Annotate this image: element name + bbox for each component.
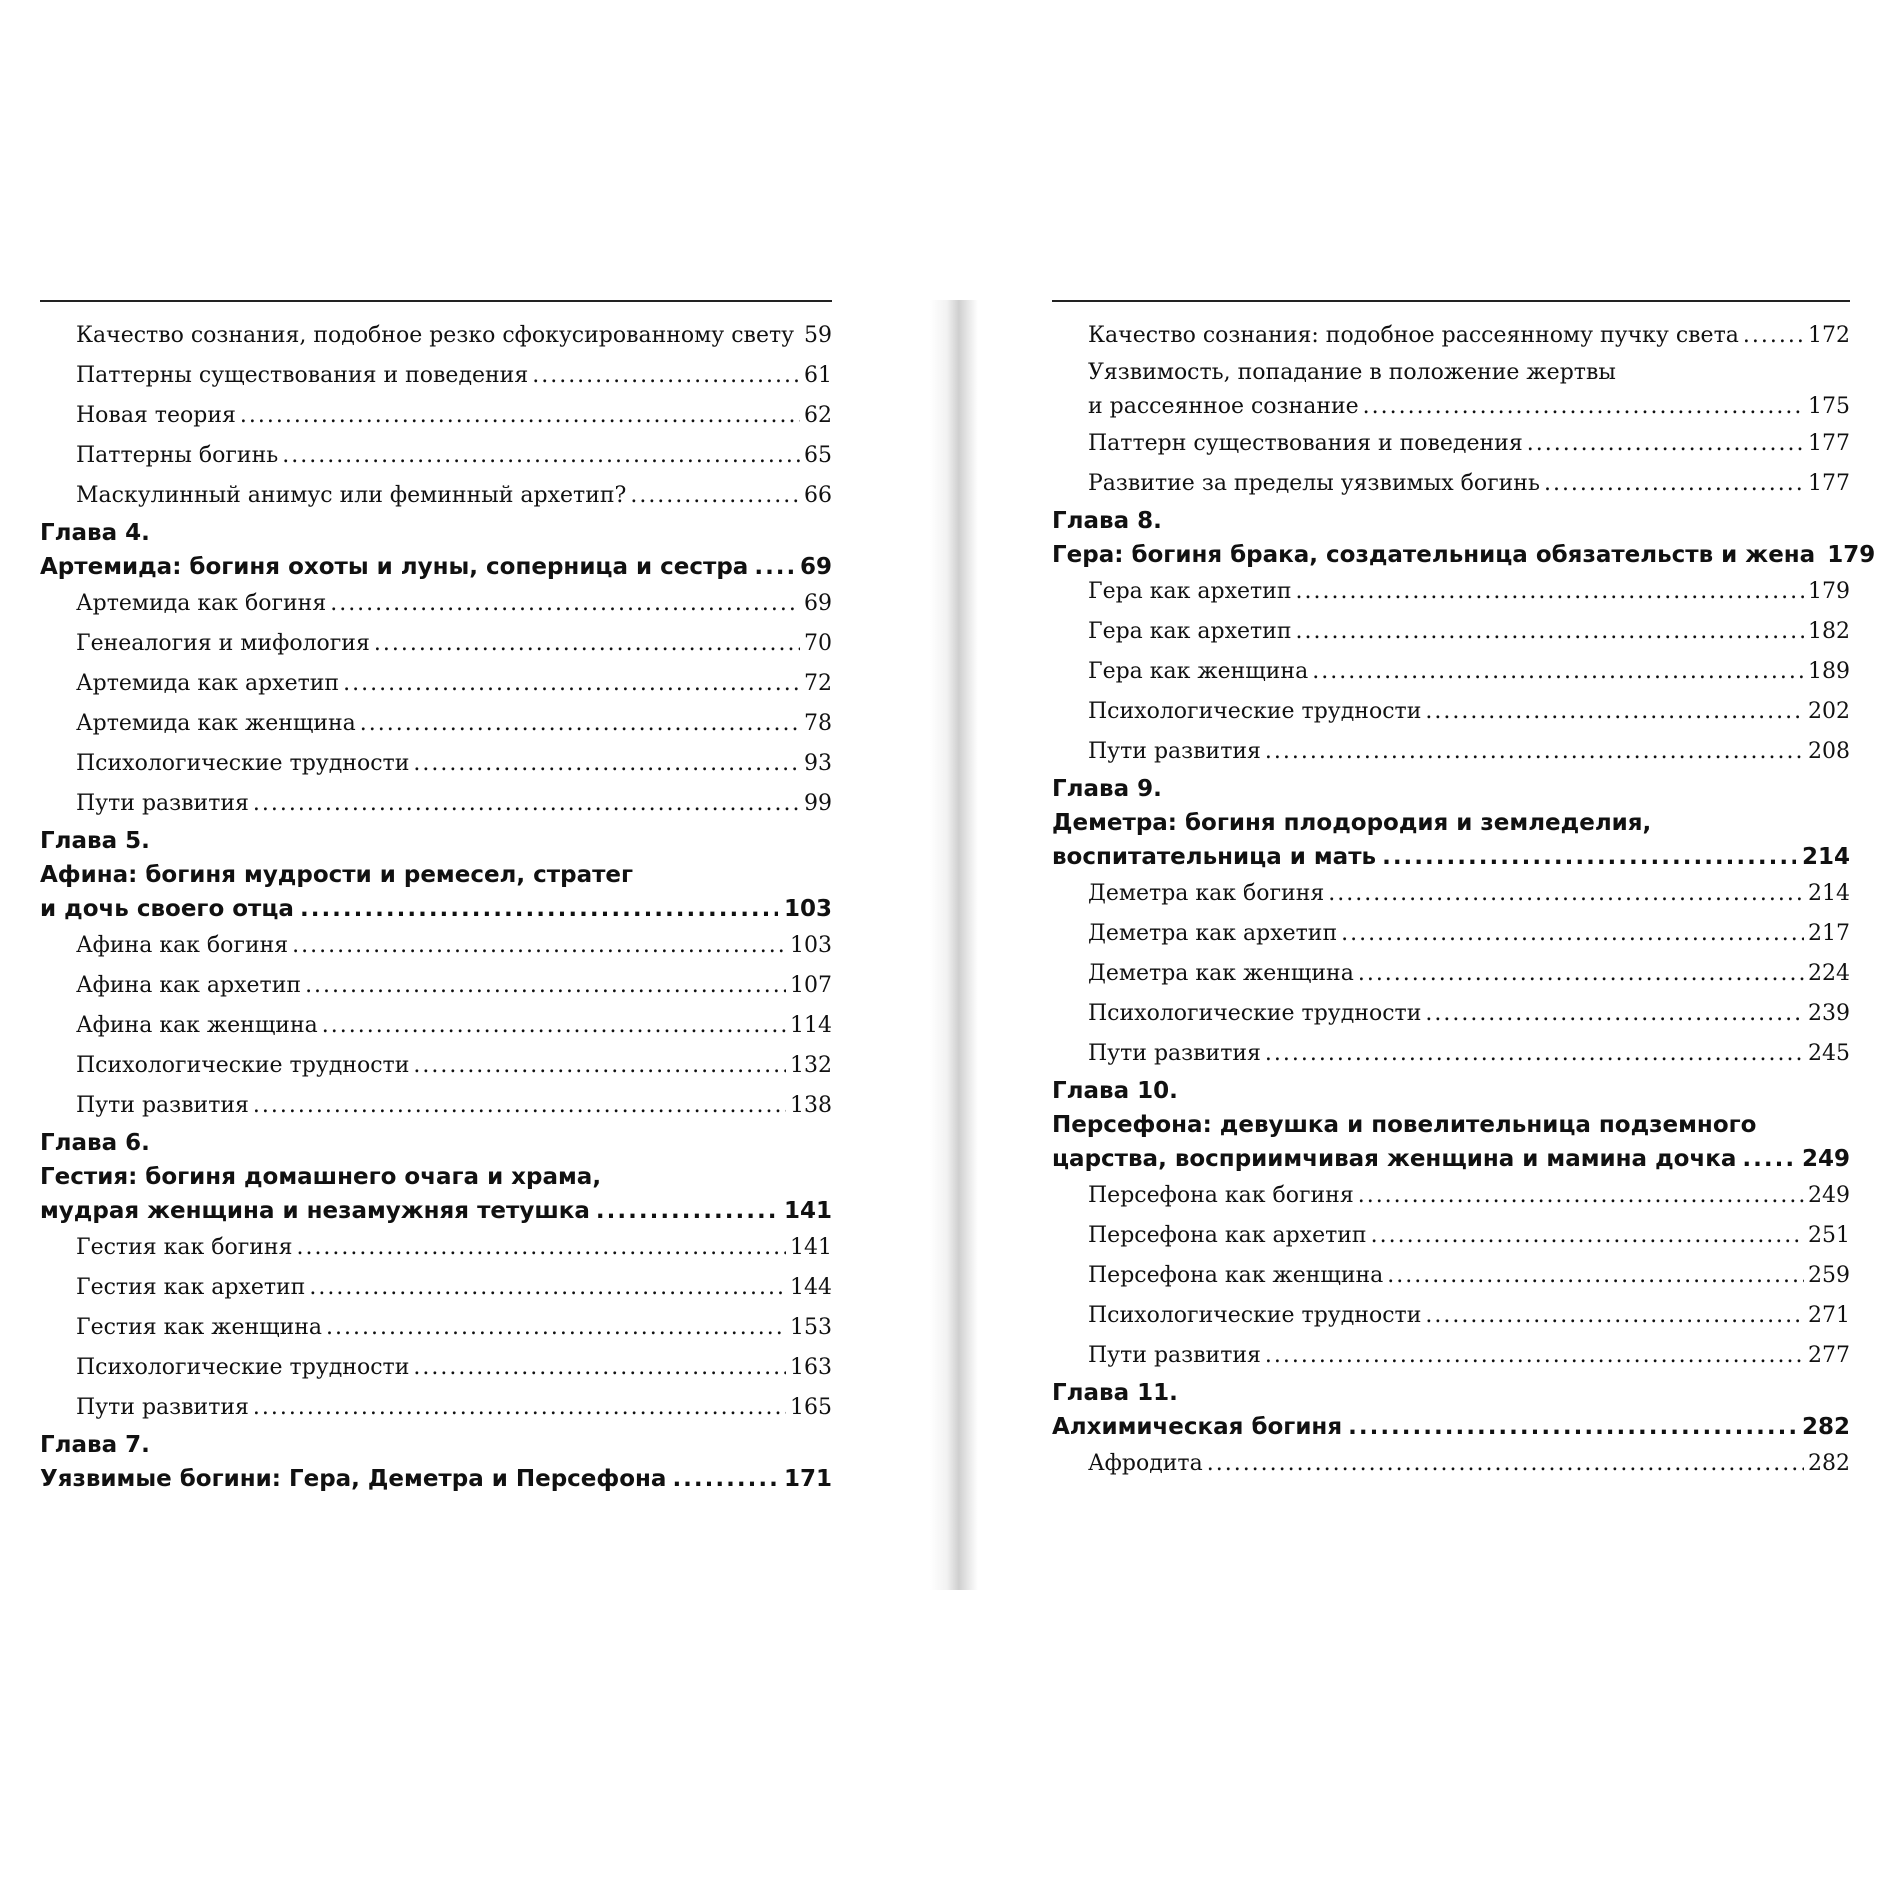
chapter-title[interactable]: Уязвимые богини: Гера, Деметра и Персефона ..... 171: [40, 1462, 832, 1496]
chapter-label: Глава 10.: [1052, 1078, 1178, 1104]
dot-leader: [1358, 1176, 1804, 1216]
toc-entry[interactable]: и рассеянное сознание ..... 175: [1052, 390, 1850, 424]
dot-leader: [413, 1046, 786, 1086]
dot-leader: [1265, 732, 1804, 772]
dot-leader: [374, 624, 800, 664]
toc-section-top: [40, 316, 832, 516]
toc-entry[interactable]: Маскулинный анимус или феминный архетип? ..... 66: [40, 476, 832, 516]
dot-leader: [1544, 464, 1804, 504]
toc-entry[interactable]: Артемида как богиня ..... 69: [40, 584, 832, 624]
toc-entry[interactable]: Новая теория ..... 62: [40, 396, 832, 436]
toc-entry-line[interactable]: Уязвимость, попадание в положение жертвы: [1088, 360, 1616, 385]
header-rule: [40, 300, 832, 302]
toc-entry[interactable]: Качество сознания, подобное резко сфокусированному свету ..... 59: [40, 316, 832, 356]
dot-leader: [798, 316, 800, 356]
dot-leader: [1527, 424, 1804, 464]
chapter-7: [40, 1428, 832, 1496]
chapter-8: [1052, 504, 1876, 772]
toc-section-top: [1052, 316, 1850, 504]
chapter-6: [40, 1126, 832, 1428]
book-gutter: [930, 300, 978, 1590]
dot-leader: [253, 1388, 786, 1428]
chapter-title-line[interactable]: Гестия: богиня домашнего очага и храма,: [40, 1164, 602, 1190]
toc-entry[interactable]: Персефона как архетип ..... 251: [1052, 1216, 1850, 1256]
dot-leader: [1265, 1336, 1804, 1376]
left-page: [40, 300, 832, 1590]
chapter-title[interactable]: царства, восприимчивая женщина и мамина дочка ..... 249: [1052, 1142, 1850, 1176]
chapter-5: [40, 824, 832, 1126]
toc-entry[interactable]: Психологические трудности ..... 202: [1052, 692, 1850, 732]
toc-entry[interactable]: Психологические трудности ..... 271: [1052, 1296, 1850, 1336]
dot-leader: [1312, 652, 1804, 692]
toc-entry[interactable]: Деметра как архетип ..... 217: [1052, 914, 1850, 954]
chapter-label: Глава 4.: [40, 520, 150, 546]
dot-leader: [360, 704, 800, 744]
dot-leader: [1425, 692, 1804, 732]
toc-entry[interactable]: Психологические трудности ..... 132: [40, 1046, 832, 1086]
dot-leader: [1296, 572, 1804, 612]
dot-leader: [1358, 954, 1804, 994]
dot-leader: [1743, 316, 1804, 356]
chapter-label: Глава 7.: [40, 1432, 150, 1458]
chapter-9: [1052, 772, 1850, 1074]
dot-leader: [630, 476, 800, 516]
chapter-title[interactable]: Гера: богиня брака, создательница обязательств и жена 179: [1052, 542, 1876, 568]
dot-leader: [1363, 390, 1804, 424]
toc-entry[interactable]: Качество сознания: подобное рассеянному пучку света ..... 172: [1052, 316, 1850, 356]
chapter-label: Глава 5.: [40, 828, 150, 854]
chapter-label: Глава 6.: [40, 1130, 150, 1156]
dot-leader: [300, 892, 778, 926]
header-rule: [1052, 300, 1850, 302]
toc-entry[interactable]: Афина как богиня ..... 103: [40, 926, 832, 966]
chapter-label: Глава 11.: [1052, 1380, 1178, 1406]
toc-entry[interactable]: Афина как женщина ..... 114: [40, 1006, 832, 1046]
chapter-4: [40, 516, 832, 824]
toc-entry[interactable]: Пути развития ..... 165: [40, 1388, 832, 1428]
dot-leader: [1382, 840, 1796, 874]
chapter-label: Глава 8.: [1052, 508, 1162, 534]
toc-entry[interactable]: Паттерны богинь ..... 65: [40, 436, 832, 476]
dot-leader: [1265, 1034, 1804, 1074]
toc-entry[interactable]: Гестия как архетип ..... 144: [40, 1268, 832, 1308]
right-page: [1052, 300, 1876, 1590]
toc-entry[interactable]: Генеалогия и мифология ..... 70: [40, 624, 832, 664]
dot-leader: [754, 550, 794, 584]
chapter-title[interactable]: Алхимическая богиня ..... 282: [1052, 1410, 1850, 1444]
toc-entry[interactable]: Паттерн существования и поведения ..... 177: [1052, 424, 1850, 464]
toc-entry[interactable]: Паттерны существования и поведения ..... 61: [40, 356, 832, 396]
toc-entry[interactable]: Артемида как женщина ..... 78: [40, 704, 832, 744]
chapter-11: [1052, 1376, 1850, 1484]
chapter-title-line[interactable]: Афина: богиня мудрости и ремесел, стратег: [40, 862, 634, 888]
chapter-title-line[interactable]: Персефона: девушка и повелительница подземного: [1052, 1112, 1757, 1138]
toc-entry[interactable]: Деметра как женщина ..... 224: [1052, 954, 1850, 994]
toc-entry[interactable]: Гера как архетип ..... 179: [1052, 572, 1850, 612]
dot-leader: [305, 966, 786, 1006]
dot-leader: [1425, 1296, 1804, 1336]
chapter-title[interactable]: и дочь своего отца ..... 103: [40, 892, 832, 926]
dot-leader: [1387, 1256, 1804, 1296]
dot-leader: [1348, 1410, 1796, 1444]
toc-entry[interactable]: Деметра как богиня ..... 214: [1052, 874, 1850, 914]
dot-leader: [1742, 1142, 1796, 1176]
chapter-10: [1052, 1074, 1850, 1376]
chapter-label: Глава 9.: [1052, 776, 1162, 802]
dot-leader: [532, 356, 800, 396]
toc-entry[interactable]: Пути развития ..... 245: [1052, 1034, 1850, 1074]
toc-entry[interactable]: Психологические трудности ..... 93: [40, 744, 832, 784]
toc-entry[interactable]: Гера как женщина ..... 189: [1052, 652, 1850, 692]
toc-entry[interactable]: Психологические трудности ..... 163: [40, 1348, 832, 1388]
toc-entry[interactable]: Гестия как богиня ..... 141: [40, 1228, 832, 1268]
toc-entry[interactable]: Персефона как богиня ..... 249: [1052, 1176, 1850, 1216]
book-spread: [0, 300, 1890, 1590]
dot-leader: [596, 1194, 778, 1228]
toc-entry[interactable]: Артемида как архетип ..... 72: [40, 664, 832, 704]
dot-leader: [240, 396, 800, 436]
dot-leader: [413, 744, 800, 784]
dot-leader: [1371, 1216, 1804, 1256]
chapter-title[interactable]: Артемида: богиня охоты и луны, соперница и сестра ..... 69: [40, 550, 832, 584]
toc-entry[interactable]: Гера как архетип ..... 182: [1052, 612, 1850, 652]
toc-entry[interactable]: Пути развития ..... 208: [1052, 732, 1850, 772]
toc-entry[interactable]: Гестия как женщина ..... 153: [40, 1308, 832, 1348]
chapter-title[interactable]: мудрая женщина и незамужняя тетушка ..... 141: [40, 1194, 832, 1228]
dot-leader: [253, 1086, 786, 1126]
dot-leader: [343, 664, 800, 704]
dot-leader: [413, 1348, 786, 1388]
toc-entry[interactable]: Пути развития ..... 99: [40, 784, 832, 824]
toc-entry[interactable]: Афина как архетип ..... 107: [40, 966, 832, 1006]
dot-leader: [672, 1462, 778, 1496]
dot-leader: [330, 584, 800, 624]
toc-entry[interactable]: Пути развития ..... 138: [40, 1086, 832, 1126]
dot-leader: [1207, 1444, 1804, 1484]
dot-leader: [296, 1228, 786, 1268]
dot-leader: [1328, 874, 1804, 914]
dot-leader: [309, 1268, 786, 1308]
dot-leader: [1341, 914, 1804, 954]
toc-entry[interactable]: Пути развития ..... 277: [1052, 1336, 1850, 1376]
dot-leader: [292, 926, 786, 966]
dot-leader: [253, 784, 800, 824]
dot-leader: [326, 1308, 786, 1348]
dot-leader: [282, 436, 800, 476]
toc-entry[interactable]: Психологические трудности ..... 239: [1052, 994, 1850, 1034]
toc-entry[interactable]: Развитие за пределы уязвимых богинь ..... 177: [1052, 464, 1850, 504]
dot-leader: [1425, 994, 1804, 1034]
dot-leader: [1296, 612, 1804, 652]
toc-entry[interactable]: Персефона как женщина ..... 259: [1052, 1256, 1850, 1296]
toc-entry[interactable]: Афродита ..... 282: [1052, 1444, 1850, 1484]
chapter-title-line[interactable]: Деметра: богиня плодородия и земледелия,: [1052, 810, 1652, 836]
dot-leader: [322, 1006, 786, 1046]
chapter-title[interactable]: воспитательница и мать ..... 214: [1052, 840, 1850, 874]
